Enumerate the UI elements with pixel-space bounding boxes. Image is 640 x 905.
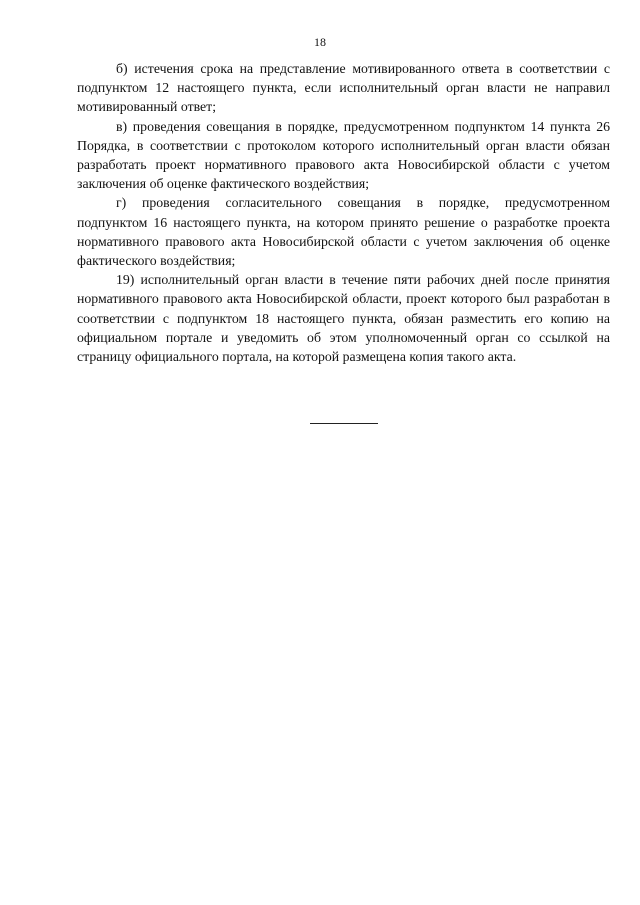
paragraph-v [77, 117, 610, 194]
document-body [77, 59, 610, 366]
paragraph-text: проведения согласительного совещания в порядке, предусмотренном подпунктом 16 настоящего пункта, на котором принято решение о разработке проекта нормативного правового акта Новосибирской области с учетом заключения об оценке фактического воздействия; [77, 195, 610, 269]
paragraph-19 [77, 270, 610, 366]
paragraph-marker: б) [116, 61, 128, 76]
paragraph-text: проведения совещания в порядке, предусмотренном подпунктом 14 пункта 26 Порядка, в соответствии с протоколом которого исполнительный орган власти обязан разработать проект нормативного правового акта Новосибирской области с учетом заключения об оценке фактического воздействия; [77, 118, 610, 192]
paragraph-marker: 19) [116, 272, 135, 288]
paragraph-marker: в) [116, 118, 128, 134]
paragraph-b [77, 59, 610, 117]
paragraph-text: исполнительный орган власти в течение пяти рабочих дней после принятия нормативного правового акта Новосибирской области, проект которого был разработан в соответствии с подпунктом 18 настоящего пункта, обязан разместить его копию на официальном портале и уведомить об этом уполномоченный орган со ссылкой на страницу официального портала, на которой размещена копия такого акта. [77, 272, 610, 365]
paragraph-text: истечения срока на представление мотивированного ответа в соответствии с подпунктом 12 настоящего пункта, если исполнительный орган власти не направил мотивированный ответ; [77, 61, 611, 115]
page-number: 18 [314, 35, 326, 49]
paragraph-marker: г) [116, 195, 127, 211]
end-separator-line [310, 423, 378, 424]
paragraph-g [77, 193, 610, 270]
